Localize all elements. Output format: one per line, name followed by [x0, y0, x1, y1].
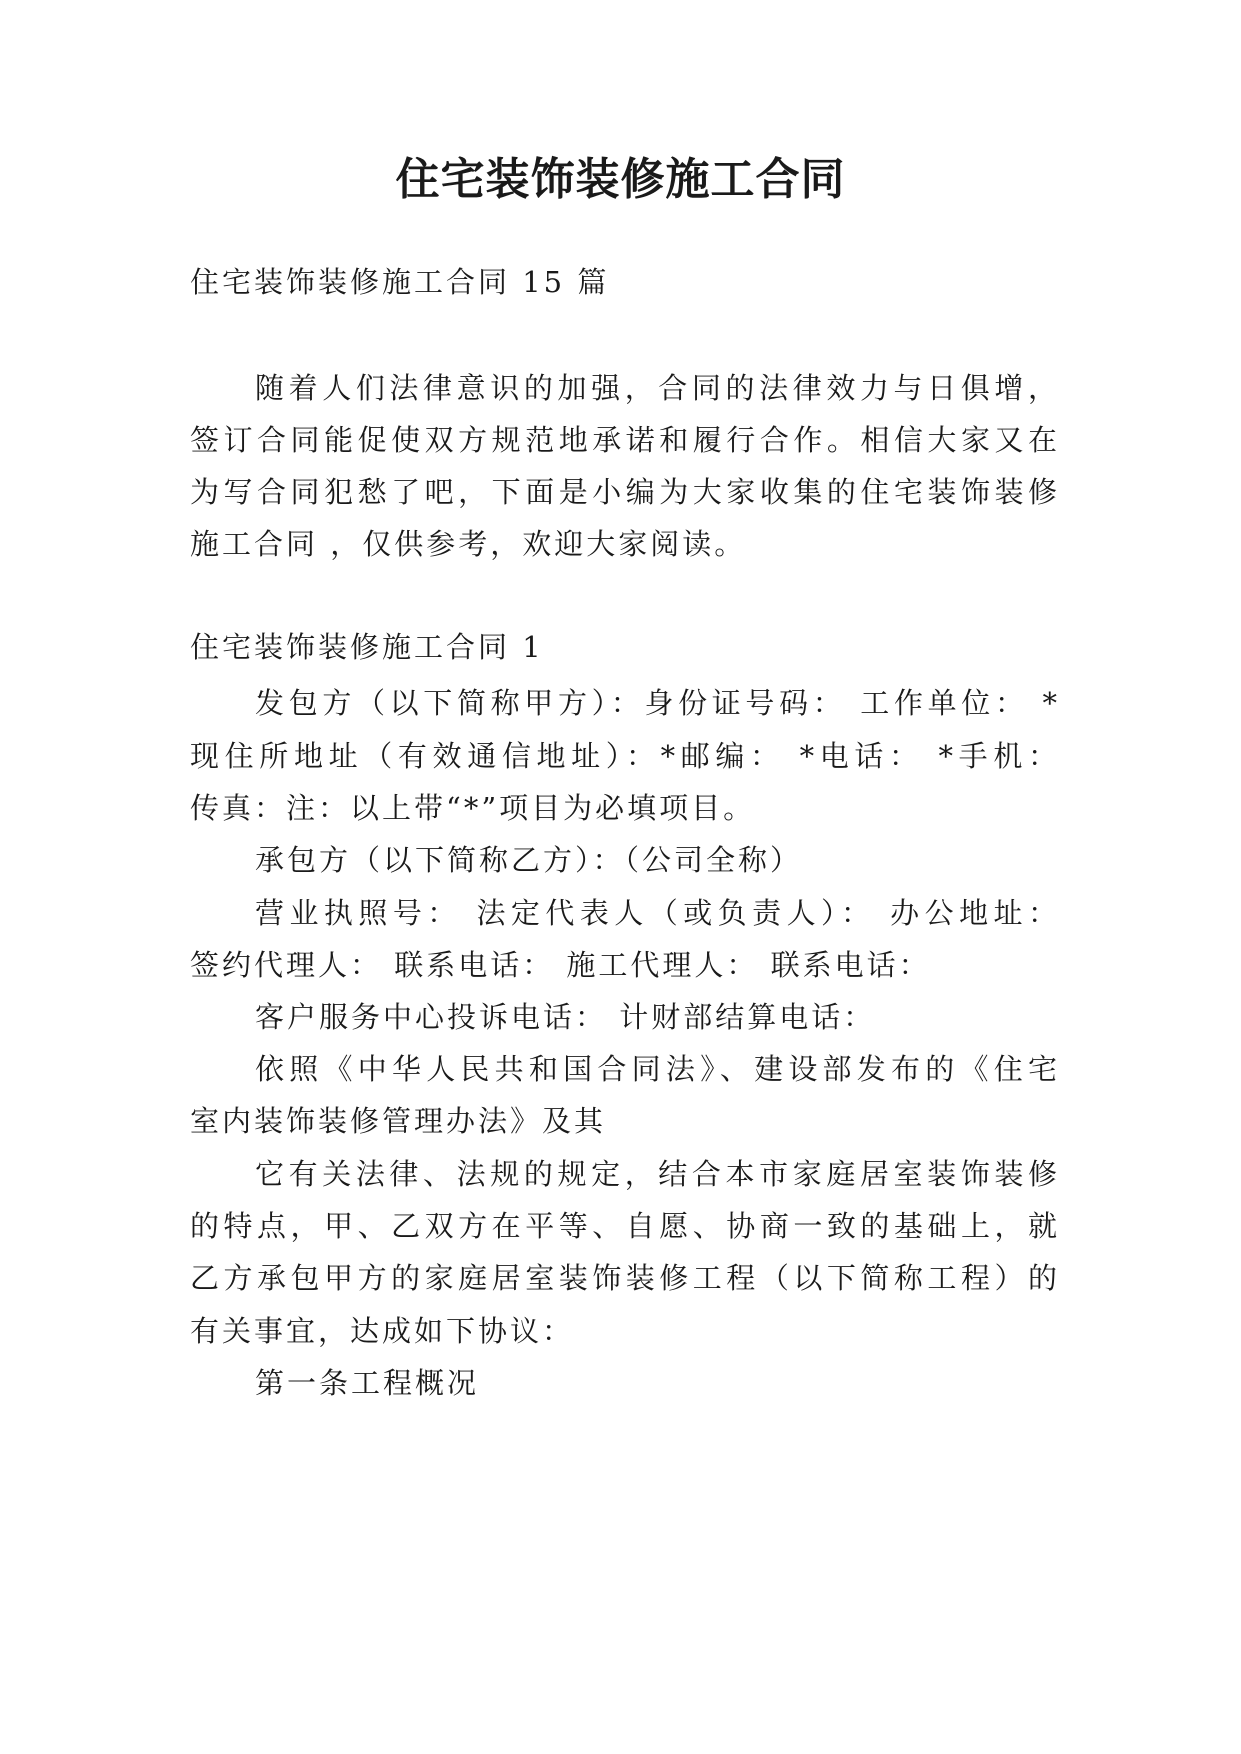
body-line: 乙方承包甲方的家庭居室装饰装修工程（以下简称工程）的: [190, 1261, 1060, 1295]
body-line: 客户服务中心投诉电话： 计财部结算电话：: [255, 1000, 876, 1034]
body-line: 现住所地址（有效通信地址）：*邮编： *电话： *手机：: [190, 739, 1060, 773]
section-heading: 住宅装饰装修施工合同 1: [190, 630, 544, 664]
document-subtitle: 住宅装饰装修施工合同 15 篇: [190, 265, 610, 299]
body-line: 它有关法律、法规的规定，结合本市家庭居室装饰装修: [255, 1157, 1060, 1191]
body-line: 室内装饰装修管理办法》及其: [190, 1104, 607, 1138]
body-line: 的特点，甲、乙双方在平等、自愿、协商一致的基础上，就: [190, 1209, 1060, 1243]
body-line: 依照《中华人民共和国合同法》、建设部发布的《住宅: [255, 1052, 1060, 1086]
body-line: 传真：注：以上带“*”项目为必填项目。: [190, 791, 756, 825]
intro-line: 施工合同 ，仅供参考，欢迎大家阅读。: [190, 527, 747, 561]
intro-line: 签订合同能促使双方规范地承诺和履行合作。相信大家又在: [190, 423, 1060, 457]
body-line: 承包方（以下简称乙方）：（公司全称）: [255, 843, 803, 877]
body-line: 有关事宜，达成如下协议：: [190, 1314, 575, 1348]
document-title: 住宅装饰装修施工合同: [395, 154, 846, 205]
article-heading: 第一条工程概况: [255, 1366, 480, 1400]
intro-line: 随着人们法律意识的加强，合同的法律效力与日俱增，: [255, 371, 1060, 405]
body-line: 营业执照号： 法定代表人（或负责人）： 办公地址：: [255, 896, 1060, 930]
body-line: 签约代理人： 联系电话： 施工代理人： 联系电话：: [190, 948, 931, 982]
body-line: 发包方（以下简称甲方）：身份证号码： 工作单位： *: [255, 686, 1060, 720]
intro-line: 为写合同犯愁了吧，下面是小编为大家收集的住宅装饰装修: [190, 475, 1060, 509]
